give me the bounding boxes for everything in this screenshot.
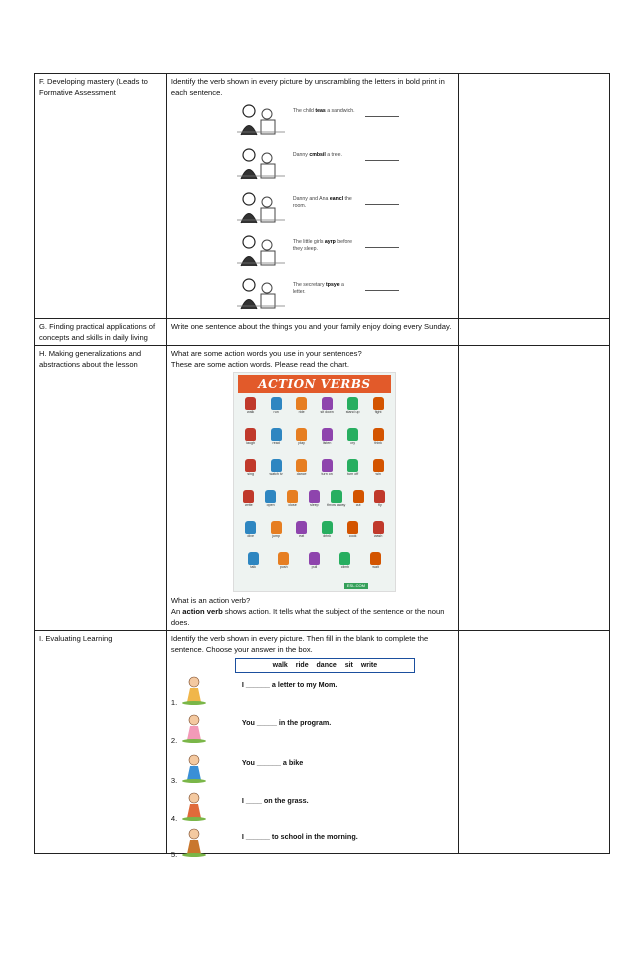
sentence-start: Danny and Ana xyxy=(292,196,330,202)
scramble-sentence xyxy=(293,152,357,159)
child-illustration-icon xyxy=(179,753,209,783)
row-h-content xyxy=(166,346,458,631)
verb-label: drink xyxy=(323,534,332,538)
action-verb-item xyxy=(317,397,338,419)
sentence-end: a tree. xyxy=(325,152,342,158)
row-h-question: What is an action verb? xyxy=(170,596,251,605)
verb-label: turn off xyxy=(347,472,359,476)
verb-figure-icon xyxy=(322,521,333,534)
action-verb-item xyxy=(317,428,338,450)
row-f-remarks xyxy=(458,74,610,319)
verb-label: turn on xyxy=(321,472,333,476)
fill-blank-sentence: I ______ to school in the morning. xyxy=(241,832,358,841)
scramble-exercise xyxy=(171,98,454,316)
verb-figure-icon xyxy=(374,490,385,503)
row-f-instruction: Identify the verb shown in every picture by unscrambling the letters in bold print in each sentence. xyxy=(170,77,445,97)
sentence-start: The child xyxy=(292,108,316,114)
fill-blank-item xyxy=(171,791,446,827)
verb-figure-icon xyxy=(322,397,333,410)
action-verb-item xyxy=(291,428,312,450)
verb-label: think xyxy=(374,441,382,445)
action-verb-item xyxy=(342,521,363,543)
action-verb-item xyxy=(291,521,312,543)
scrambled-word: teas xyxy=(315,108,326,114)
item-number: 3. xyxy=(170,776,178,785)
verb-figure-icon xyxy=(248,552,259,565)
row-i-instruction: Identify the verb shown in every picture. Then fill in the blank to complete the sentence. Choose your answer in the box. xyxy=(170,634,429,654)
action-verb-item xyxy=(238,490,259,512)
action-verb-item xyxy=(243,552,264,574)
verb-label: throw away xyxy=(327,503,346,507)
child-illustration-icon xyxy=(179,791,209,821)
action-verb-item xyxy=(260,490,281,512)
action-verb-item xyxy=(368,521,389,543)
lesson-plan-sheet xyxy=(34,73,610,859)
verb-figure-icon xyxy=(265,490,276,503)
verb-figure-icon xyxy=(296,397,307,410)
verb-figure-icon xyxy=(373,521,384,534)
fill-blank-sentence: I ____ on the grass. xyxy=(241,796,309,805)
verb-figure-icon xyxy=(278,552,289,565)
fill-blank-exercise xyxy=(170,673,454,859)
scramble-sentence xyxy=(293,239,357,253)
action-verb-item xyxy=(326,490,347,512)
child-illustration-icon xyxy=(179,713,209,743)
verb-label: listen xyxy=(322,441,332,445)
scrambled-word: ayrp xyxy=(324,239,336,245)
verb-figure-icon xyxy=(271,459,282,472)
fill-blank-item xyxy=(171,713,446,749)
action-verb-item xyxy=(342,459,363,481)
verb-label: walk xyxy=(247,410,255,414)
verb-label: wait xyxy=(372,565,379,569)
row-h xyxy=(35,346,610,631)
action-verb-item xyxy=(368,397,389,419)
verb-figure-icon xyxy=(339,552,350,565)
action-verb-item xyxy=(342,397,363,419)
fill-blank-item xyxy=(171,827,446,863)
action-verb-item xyxy=(291,397,312,419)
verb-figure-icon xyxy=(347,521,358,534)
verb-figure-icon xyxy=(347,428,358,441)
chart-title: ACTION VERBS xyxy=(238,375,391,393)
fill-blank-item xyxy=(171,675,446,711)
verb-label: talk xyxy=(250,565,256,569)
verb-figure-icon xyxy=(296,459,307,472)
row-i-content xyxy=(166,631,458,859)
row-f xyxy=(35,74,610,319)
verb-figure-icon xyxy=(347,397,358,410)
item-number: 1. xyxy=(170,698,178,707)
verb-figure-icon xyxy=(287,490,298,503)
verb-label: push xyxy=(279,565,288,569)
verb-figure-icon xyxy=(353,490,364,503)
scramble-item xyxy=(235,102,425,138)
action-verb-item xyxy=(368,428,389,450)
action-verb-item xyxy=(266,521,287,543)
row-h-answer xyxy=(171,606,454,628)
scramble-item xyxy=(235,146,425,182)
action-verb-item xyxy=(342,428,363,450)
lesson-plan-table xyxy=(34,73,610,859)
scramble-item xyxy=(235,190,425,226)
verb-label: fly xyxy=(378,503,382,507)
verb-figure-icon xyxy=(245,428,256,441)
answer-blank[interactable] xyxy=(365,247,399,248)
fill-blank-sentence: You ______ a bike xyxy=(241,758,304,767)
verb-label: write xyxy=(245,503,253,507)
line-drawing-illustration xyxy=(235,233,287,267)
action-verb-item xyxy=(317,459,338,481)
verb-figure-icon xyxy=(245,521,256,534)
verb-figure-icon xyxy=(331,490,342,503)
scramble-item xyxy=(235,276,425,312)
action-verb-item xyxy=(282,490,303,512)
row-g-remarks xyxy=(458,319,610,346)
action-verb-item xyxy=(291,459,312,481)
action-verb-item xyxy=(240,459,261,481)
row-f-content xyxy=(166,74,458,319)
item-number: 5. xyxy=(170,850,178,859)
row-f-label: F. Developing mastery (Leads to Formative Assessment xyxy=(35,74,167,319)
sentence-start: The little girls xyxy=(292,239,325,245)
line-drawing-illustration xyxy=(235,190,287,224)
row-g-content: Write one sentence about the things you and your family enjoy doing every Sunday. xyxy=(166,319,458,346)
action-verb-item xyxy=(317,521,338,543)
verb-label: pull xyxy=(311,565,318,569)
verb-label: dive xyxy=(247,534,254,538)
chart-footer: ESL.COM xyxy=(344,583,368,589)
verb-figure-icon xyxy=(271,428,282,441)
answer-blank[interactable] xyxy=(365,204,399,205)
action-verb-item xyxy=(273,552,294,574)
row-h-label: H. Making generalizations and abstractions about the lesson xyxy=(35,346,167,631)
action-verb-item xyxy=(304,490,325,512)
verb-label: run xyxy=(273,410,279,414)
verb-figure-icon xyxy=(243,490,254,503)
sentence-end: a letter. xyxy=(292,282,344,295)
answer-post: shows action. It tells what the subject of the sentence or the noun does. xyxy=(170,607,445,627)
verb-label: cook xyxy=(348,534,357,538)
verb-label: open xyxy=(266,503,275,507)
row-i-remarks xyxy=(458,631,610,854)
action-verb-item xyxy=(240,397,261,419)
verb-figure-icon xyxy=(271,397,282,410)
scramble-sentence xyxy=(293,196,357,210)
word-choice-box: walk ride dance sit write xyxy=(235,658,415,673)
action-verb-item xyxy=(266,397,287,419)
verb-label: sleep xyxy=(310,503,319,507)
action-verb-item xyxy=(266,459,287,481)
verb-figure-icon xyxy=(245,459,256,472)
verb-figure-icon xyxy=(373,397,384,410)
line-drawing-illustration xyxy=(235,276,287,310)
verb-figure-icon xyxy=(271,521,282,534)
action-verb-item xyxy=(365,552,386,574)
verb-figure-icon xyxy=(370,552,381,565)
action-verb-item xyxy=(240,428,261,450)
row-h-remarks xyxy=(458,346,610,631)
sentence-end: before they sleep. xyxy=(292,239,353,252)
row-g-label: G. Finding practical applications of concepts and skills in daily living xyxy=(35,319,167,346)
verb-label: cut xyxy=(355,503,361,507)
row-g xyxy=(35,319,610,346)
answer-blank[interactable] xyxy=(365,290,399,291)
verb-label: ride xyxy=(298,410,305,414)
action-verb-item xyxy=(368,459,389,481)
action-verbs-chart xyxy=(233,372,396,592)
scramble-sentence xyxy=(293,282,357,296)
verb-label: read xyxy=(272,441,280,445)
verb-figure-icon xyxy=(373,428,384,441)
row-i-label: I. Evaluating Learning xyxy=(35,631,167,854)
action-verb-item xyxy=(304,552,325,574)
verb-label: laugh xyxy=(246,441,256,445)
verb-figure-icon xyxy=(309,552,320,565)
verb-figure-icon xyxy=(296,428,307,441)
scramble-sentence xyxy=(293,108,357,115)
verb-label: watch tv xyxy=(269,472,283,476)
sentence-start: The secretary xyxy=(292,282,327,288)
verb-label: play xyxy=(298,441,305,445)
sentence-start: Danny xyxy=(292,152,310,158)
scrambled-word: cmbsil xyxy=(309,152,326,158)
row-h-intro-1: What are some action words you use in your sentences? xyxy=(170,349,362,358)
answer-bold: action verb xyxy=(182,607,223,616)
child-illustration-icon xyxy=(179,675,209,705)
verb-figure-icon xyxy=(322,459,333,472)
item-number: 2. xyxy=(170,736,178,745)
fill-blank-sentence: You _____ in the program. xyxy=(241,718,332,727)
line-drawing-illustration xyxy=(235,102,287,136)
verb-label: climb xyxy=(340,565,350,569)
verb-label: dance xyxy=(296,472,307,476)
scrambled-word: tpsye xyxy=(326,282,340,288)
child-illustration-icon xyxy=(179,827,209,857)
scrambled-word: eancl xyxy=(329,196,344,202)
action-verb-item xyxy=(334,552,355,574)
row-i xyxy=(35,631,610,854)
answer-pre: An xyxy=(170,607,183,616)
verb-label: win xyxy=(375,472,381,476)
line-drawing-illustration xyxy=(235,146,287,180)
verb-figure-icon xyxy=(309,490,320,503)
verb-figure-icon xyxy=(245,397,256,410)
verb-label: jump xyxy=(272,534,281,538)
verb-label: close xyxy=(288,503,297,507)
verb-label: wash xyxy=(373,534,383,538)
sentence-end: a sandwich. xyxy=(325,108,355,114)
verb-figure-icon xyxy=(296,521,307,534)
verb-label: sit down xyxy=(320,410,334,414)
scramble-item xyxy=(235,233,425,269)
item-number: 4. xyxy=(170,814,178,823)
sentence-end: the room. xyxy=(292,196,352,209)
action-verb-item xyxy=(348,490,369,512)
fill-blank-sentence: I ______ a letter to my Mom. xyxy=(241,680,338,689)
action-verb-item xyxy=(266,428,287,450)
fill-blank-item xyxy=(171,753,446,789)
verb-figure-icon xyxy=(347,459,358,472)
verb-label: sing xyxy=(247,472,254,476)
action-verb-item xyxy=(240,521,261,543)
verb-figure-icon xyxy=(373,459,384,472)
row-h-intro-2: These are some action words. Please read the chart. xyxy=(170,360,350,369)
action-verb-item xyxy=(369,490,390,512)
verb-figure-icon xyxy=(322,428,333,441)
verb-label: stand up xyxy=(345,410,360,414)
verb-label: eat xyxy=(299,534,305,538)
answer-blank[interactable] xyxy=(365,160,399,161)
answer-blank[interactable] xyxy=(365,116,399,117)
verb-label: fight xyxy=(374,410,382,414)
verb-label: cry xyxy=(350,441,356,445)
